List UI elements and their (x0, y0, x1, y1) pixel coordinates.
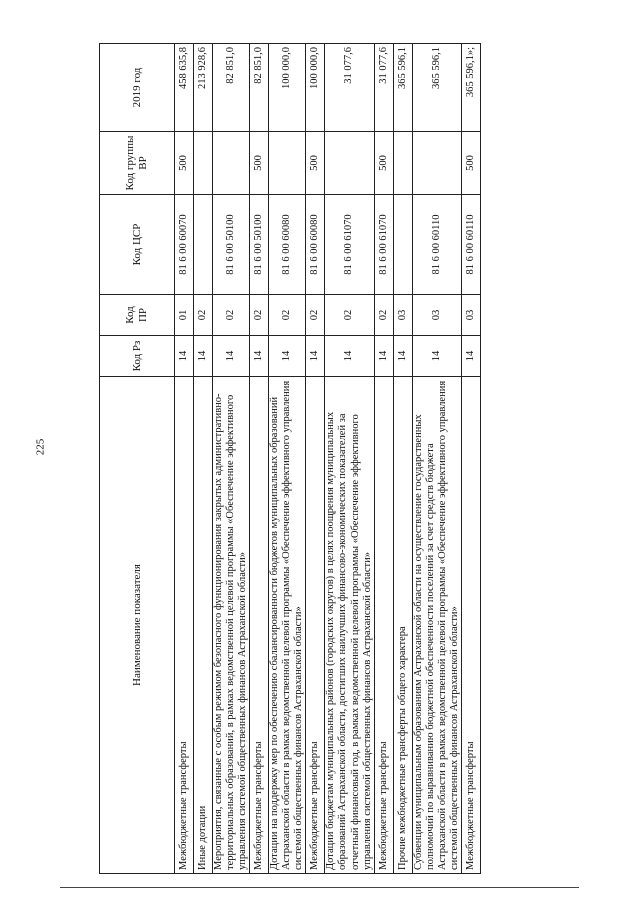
budget-table (99, 43, 481, 874)
cell-pr: 02 (213, 295, 250, 336)
cell-vr (269, 132, 306, 195)
cell-name: Межбюджетные трансферты (461, 377, 480, 874)
table-row (412, 44, 461, 874)
cell-name: Межбюджетные трансферты (250, 377, 269, 874)
cell-vr: 500 (175, 132, 194, 195)
cell-rz: 14 (325, 336, 374, 377)
cell-rz: 14 (269, 336, 306, 377)
table-row (461, 44, 480, 874)
header-name: Наименование показателя (100, 377, 175, 874)
table-row (213, 44, 250, 874)
cell-csr (393, 195, 412, 295)
cell-csr: 81 6 00 60110 (461, 195, 480, 295)
cell-amount: 100 000,0 (269, 44, 306, 132)
table-header-row (100, 44, 175, 874)
cell-amount: 365 596,1 (393, 44, 412, 132)
cell-vr: 500 (306, 132, 325, 195)
cell-rz: 14 (306, 336, 325, 377)
cell-rz: 14 (213, 336, 250, 377)
cell-name: Субвенции муниципальным образованиям Астраханской области на осуществление государственных полномочий по выравниванию бюджетной обеспеченности поселений за счет средств бюджета Астраханской области в рамках ведомственной целевой программы «Обеспечение эффективного управления системой общественных финансов Астраханской области» (412, 377, 461, 874)
table-row (306, 44, 325, 874)
cell-rz: 14 (250, 336, 269, 377)
cell-pr: 01 (175, 295, 194, 336)
cell-vr: 500 (461, 132, 480, 195)
cell-pr: 02 (194, 295, 213, 336)
table-row (269, 44, 306, 874)
cell-name: Межбюджетные трансферты (374, 377, 393, 874)
cell-csr: 81 6 00 61070 (325, 195, 374, 295)
cell-pr: 02 (306, 295, 325, 336)
table-row (374, 44, 393, 874)
cell-csr: 81 6 00 60070 (175, 195, 194, 295)
cell-name: Иные дотации (194, 377, 213, 874)
cell-name: Дотации бюджетам муниципальных районов (городских округов) в целях поощрения муниципальных образований Астраханской области, достигших наилучших финансово-экономических показателей за отчетный финансовый год, в рамках ведомственной целевой программы «Обеспечение эффективного управления системой общественных финансов Астраханской области» (325, 377, 374, 874)
cell-csr (194, 195, 213, 295)
table-row (325, 44, 374, 874)
cell-vr: 500 (250, 132, 269, 195)
table-row (175, 44, 194, 874)
cell-amount: 458 635,8 (175, 44, 194, 132)
cell-vr (213, 132, 250, 195)
cell-rz: 14 (412, 336, 461, 377)
header-csr: Код ЦСР (100, 195, 175, 295)
bottom-rule (60, 887, 579, 888)
cell-rz: 14 (194, 336, 213, 377)
cell-pr: 02 (325, 295, 374, 336)
cell-name: Прочие межбюджетные трансферты общего характера (393, 377, 412, 874)
header-rz: Код Рз (100, 336, 175, 377)
cell-csr: 81 6 00 50100 (213, 195, 250, 295)
cell-amount: 82 851,0 (213, 44, 250, 132)
cell-name: Межбюджетные трансферты (175, 377, 194, 874)
cell-name: Мероприятия, связанные с особым режимом безопасного функционирования закрытых административно-территориальных образований, в рамках ведомственной целевой программы «Обеспечение эффективного управления системой общественных финансов Астраханской области» (213, 377, 250, 874)
cell-name: Межбюджетные трансферты (306, 377, 325, 874)
cell-vr: 500 (374, 132, 393, 195)
cell-pr: 02 (269, 295, 306, 336)
cell-rz: 14 (175, 336, 194, 377)
table-row (194, 44, 213, 874)
cell-amount: 31 077,6 (325, 44, 374, 132)
table-row (250, 44, 269, 874)
cell-rz: 14 (461, 336, 480, 377)
cell-amount: 365 596,1»; (461, 44, 480, 132)
cell-csr: 81 6 00 60080 (269, 195, 306, 295)
cell-pr: 02 (374, 295, 393, 336)
cell-name: Дотации на поддержку мер по обеспечению сбалансированности бюджетов муниципальных образований Астраханской области в рамках ведомственной целевой программы «Обеспечение эффективного управления системой общественных финансов Астраханской области» (269, 377, 306, 874)
cell-rz: 14 (374, 336, 393, 377)
header-year: 2019 год (100, 44, 175, 132)
header-pr: Код ПР (100, 295, 175, 336)
cell-csr: 81 6 00 60110 (412, 195, 461, 295)
cell-pr: 03 (461, 295, 480, 336)
cell-vr (325, 132, 374, 195)
rotated-table-container (99, 44, 532, 874)
cell-amount: 365 596,1 (412, 44, 461, 132)
cell-pr: 03 (412, 295, 461, 336)
cell-amount: 31 077,6 (374, 44, 393, 132)
cell-csr: 81 6 00 60080 (306, 195, 325, 295)
cell-amount: 213 928,6 (194, 44, 213, 132)
cell-pr: 03 (393, 295, 412, 336)
cell-csr: 81 6 00 61070 (374, 195, 393, 295)
cell-csr: 81 6 00 50100 (250, 195, 269, 295)
page-number: 225 (34, 438, 47, 456)
cell-vr (412, 132, 461, 195)
cell-rz: 14 (393, 336, 412, 377)
cell-vr (393, 132, 412, 195)
header-vr: Код группы ВР (100, 132, 175, 195)
cell-pr: 02 (250, 295, 269, 336)
cell-vr (194, 132, 213, 195)
cell-amount: 100 000,0 (306, 44, 325, 132)
cell-amount: 82 851,0 (250, 44, 269, 132)
table-row (393, 44, 412, 874)
